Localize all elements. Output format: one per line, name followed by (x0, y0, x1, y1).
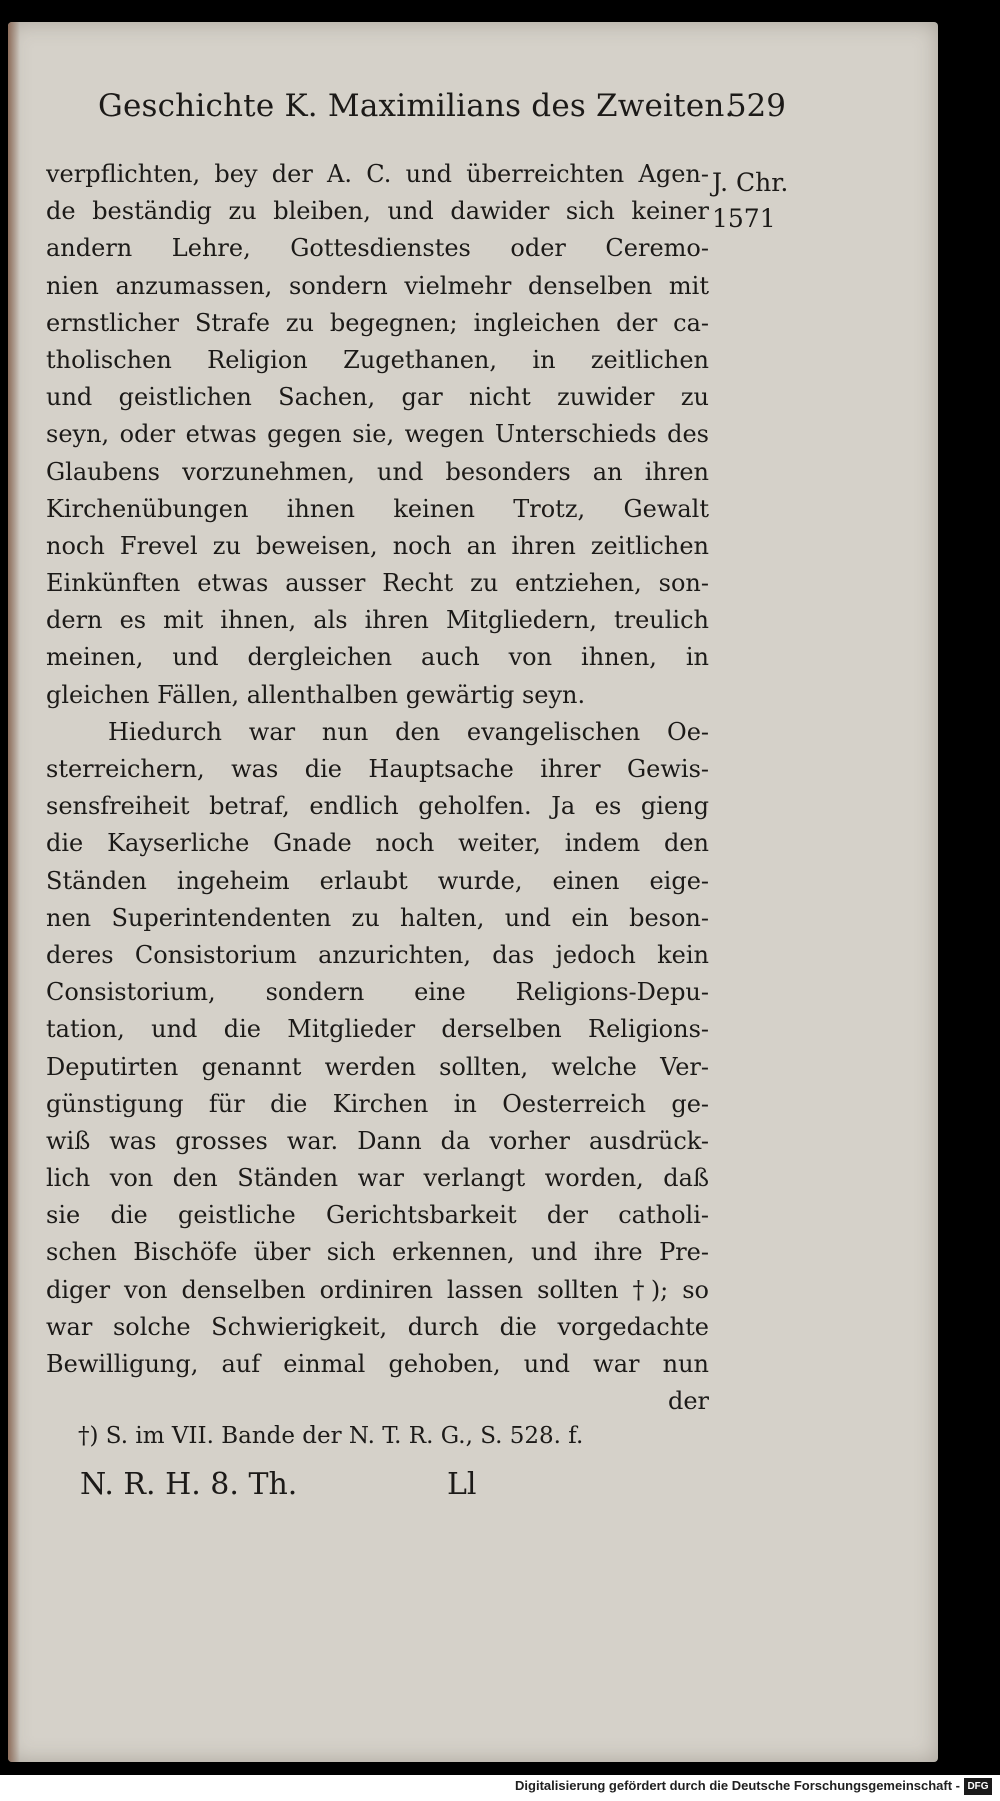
running-title: Geschichte K. Maximilians des Zweiten. (98, 88, 735, 124)
catchword: der (667, 1387, 709, 1416)
footer-bar (0, 1775, 1000, 1801)
text-line: ernstlicher Strafe zu begegnen; ingleichen der ca- (46, 308, 709, 337)
text-line: dern es mit ihnen, als ihren Mitgliedern, treulich (46, 606, 709, 635)
text-line: Deputirten genannt werden sollten, welche Ver- (46, 1052, 709, 1081)
dfg-logo-icon: DFG (964, 1778, 992, 1795)
body-text (46, 156, 709, 1420)
page-edge-shadow (8, 22, 20, 1762)
text-line: günstigung für die Kirchen in Oesterreich ge- (46, 1089, 709, 1118)
text-line: Consistorium, sondern eine Religions-Depu- (46, 978, 709, 1007)
signature-line (80, 1467, 500, 1502)
text-line: wiß was grosses war. Dann da vorher ausdrück- (46, 1126, 709, 1155)
text-line: tation, und die Mitglieder derselben Religions- (46, 1015, 709, 1044)
text-line: Bewilligung, auf einmal gehoben, und war nun (46, 1350, 709, 1378)
text-line: sterreichern, was die Hauptsache ihrer Gewis- (46, 755, 709, 783)
text-line: verpflichten, bey der A. C. und überreichten Agen- (46, 160, 709, 188)
text-line: Glaubens vorzunehmen, und besonders an ihren (46, 457, 709, 486)
text-line: Kirchenübungen ihnen keinen Trotz, Gewalt (46, 494, 709, 523)
text-line: de beständig zu bleiben, und dawider sich keiner (46, 197, 709, 226)
margin-note-year (712, 165, 802, 237)
text-line: schen Bischöfe über sich erkennen, und ihre Pre- (46, 1238, 709, 1267)
text-line: sie die geistliche Gerichtsbarkeit der catholi- (46, 1201, 709, 1230)
text-line: andern Lehre, Gottesdienstes oder Ceremo- (46, 234, 709, 263)
margin-note-date: 1571 (712, 204, 776, 233)
text-line: war solche Schwierigkeit, durch die vorgedachte (46, 1312, 709, 1341)
text-line: seyn, oder etwas gegen sie, wegen Unterschieds des (46, 420, 709, 449)
signature-mark: Ll (447, 1467, 477, 1502)
page-number: 529 (726, 88, 786, 124)
footnote: †) S. im VII. Bande der N. T. R. G., S. 528. f. (78, 1423, 584, 1449)
funding-notice: Digitalisierung gefördert durch die Deutsche Forschungsgemeinschaft - (515, 1778, 960, 1793)
text-line: tholischen Religion Zugethanen, in zeitlichen (46, 345, 709, 374)
text-line: nien anzumassen, sondern vielmehr denselben mit (46, 271, 709, 300)
text-line: meinen, und dergleichen auch von ihnen, in (46, 643, 709, 672)
text-line: sensfreiheit betraf, endlich geholfen. Ja es gieng (46, 792, 709, 821)
text-line: die Kayserliche Gnade noch weiter, indem den (46, 829, 709, 858)
text-line: lich von den Ständen war verlangt worden, daß (46, 1164, 709, 1193)
text-line: und geistlichen Sachen, gar nicht zuwider zu (46, 383, 709, 412)
text-line: noch Frevel zu beweisen, noch an ihren zeitlichen (46, 531, 709, 560)
text-line: gleichen Fällen, allenthalben gewärtig seyn. (46, 680, 586, 709)
text-line: Einkünften etwas ausser Recht zu entziehen, son- (46, 569, 709, 598)
text-line: diger von denselben ordiniren lassen sollten †); so (46, 1275, 709, 1304)
margin-note-era: J. Chr. (712, 168, 789, 197)
text-line: nen Superintendenten zu halten, und ein beson- (46, 903, 709, 932)
text-line: Hiedurch war nun den evangelischen Oe- (108, 717, 709, 746)
signature-text: N. R. H. 8. Th. (80, 1467, 298, 1502)
text-line: Ständen ingeheim erlaubt wurde, einen eige- (46, 866, 709, 895)
text-line: deres Consistorium anzurichten, das jedoch kein (46, 940, 709, 969)
